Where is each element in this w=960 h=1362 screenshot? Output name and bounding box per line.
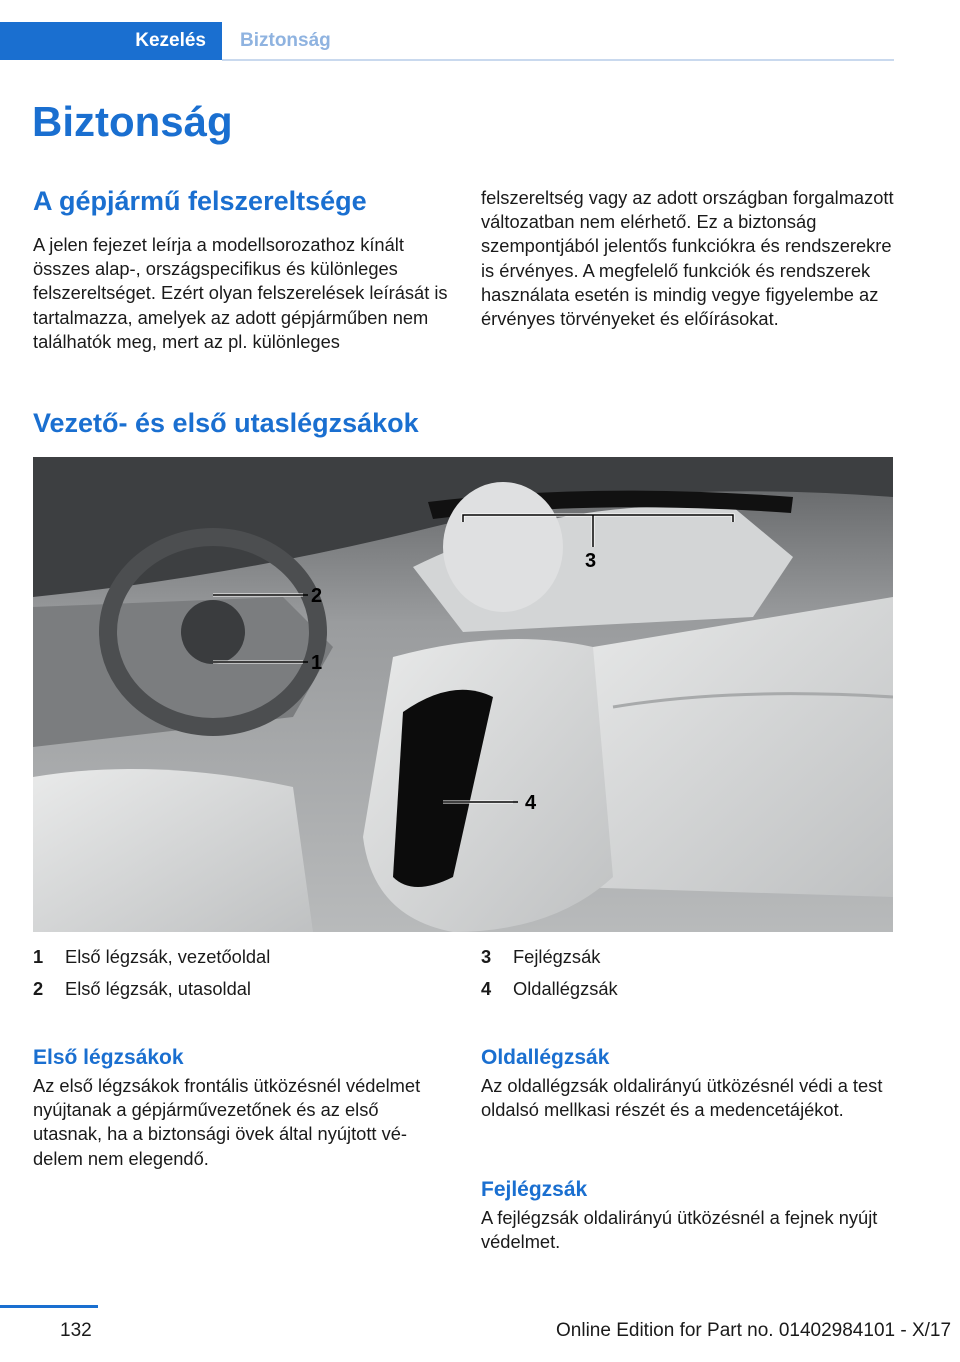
header-tabs <box>0 22 894 62</box>
legend-text: Oldallégzsák <box>513 978 618 999</box>
section-airbags-title: Vezető- és első utaslégzsákok <box>33 408 419 438</box>
tab-biztonsag[interactable]: Biztonság <box>240 30 331 51</box>
side-airbag-title: Oldallégzsák <box>481 1046 610 1069</box>
edition-text: Online Edition for Part no. 01402984101 - X/17 <box>556 1320 952 1341</box>
legend-num: 2 <box>33 978 44 999</box>
legend-item-4 <box>481 978 618 1000</box>
figure-label-4: 4 <box>525 792 537 814</box>
section-equipment-text-left: A jelen fejezet leírja a modellsorozathoz kínált összes alap-, országspecifikus és különleges felszereltséget. Ezért olyan felszerelések leírását is tartalmazza, amelyek az adott gépjárműben nem találhatók meg, mert az pl. különleges <box>33 234 448 352</box>
legend-text: Első légzsák, vezetőoldal <box>65 946 271 967</box>
airbag-illustration <box>33 457 893 932</box>
legend-num: 1 <box>33 946 44 967</box>
car-interior-drawing <box>33 457 893 932</box>
page-number: 132 <box>60 1320 92 1341</box>
head-airbag-title: Fejlégzsák <box>481 1178 588 1201</box>
legend-text: Fejlégzsák <box>513 946 601 967</box>
side-airbag-section <box>481 1046 896 1122</box>
legend-num: 4 <box>481 978 492 999</box>
legend-item-2 <box>33 978 251 1000</box>
legend-num: 3 <box>481 946 492 967</box>
legend-item-1 <box>33 946 270 968</box>
footer-accent-line <box>0 1305 98 1308</box>
head-airbag-section <box>481 1178 896 1254</box>
tab-divider <box>222 59 894 61</box>
figure-label-1: 1 <box>311 652 323 674</box>
legend-text: Első légzsák, utasoldal <box>65 978 251 999</box>
first-airbags-title: Első légzsákok <box>33 1046 184 1069</box>
first-airbags-text: Az első légzsákok frontális ütközésnél védelmet nyújtanak a gépjárművezetőnek és az első utasnak, ha a biztonsági övek által nyújtott védelem nem elegendő. <box>33 1075 421 1169</box>
side-airbag-text: Az oldallégzsák oldalirányú ütközésnél védi a test oldalsó mellkasi részét és a medencetájékot. <box>481 1075 883 1121</box>
legend-item-3 <box>481 946 600 968</box>
section-equipment-text-right: felszereltség vagy az adott országban forgalmazott változatban nem elérhető. Ez a biztonság szempontjából jelentős funkciókra és rendszerekre is érvényes. A megfelelő funkciók és rendszerek használata esetén is mindig vegye figyelembe az érvényes törvényeket és előírásokat. <box>481 187 894 330</box>
first-airbags-section <box>33 1046 448 1171</box>
tab-kezeles[interactable]: Kezelés <box>0 22 222 60</box>
section-equipment-title: A gépjármű felszereltsége <box>33 186 367 216</box>
figure-label-3: 3 <box>585 550 597 572</box>
figure-label-2: 2 <box>311 585 323 607</box>
page-title: Biztonság <box>32 98 233 145</box>
head-airbag-text: A fejlégzsák oldalirányú ütközésnél a fejnek nyújt védelmet. <box>481 1207 878 1253</box>
